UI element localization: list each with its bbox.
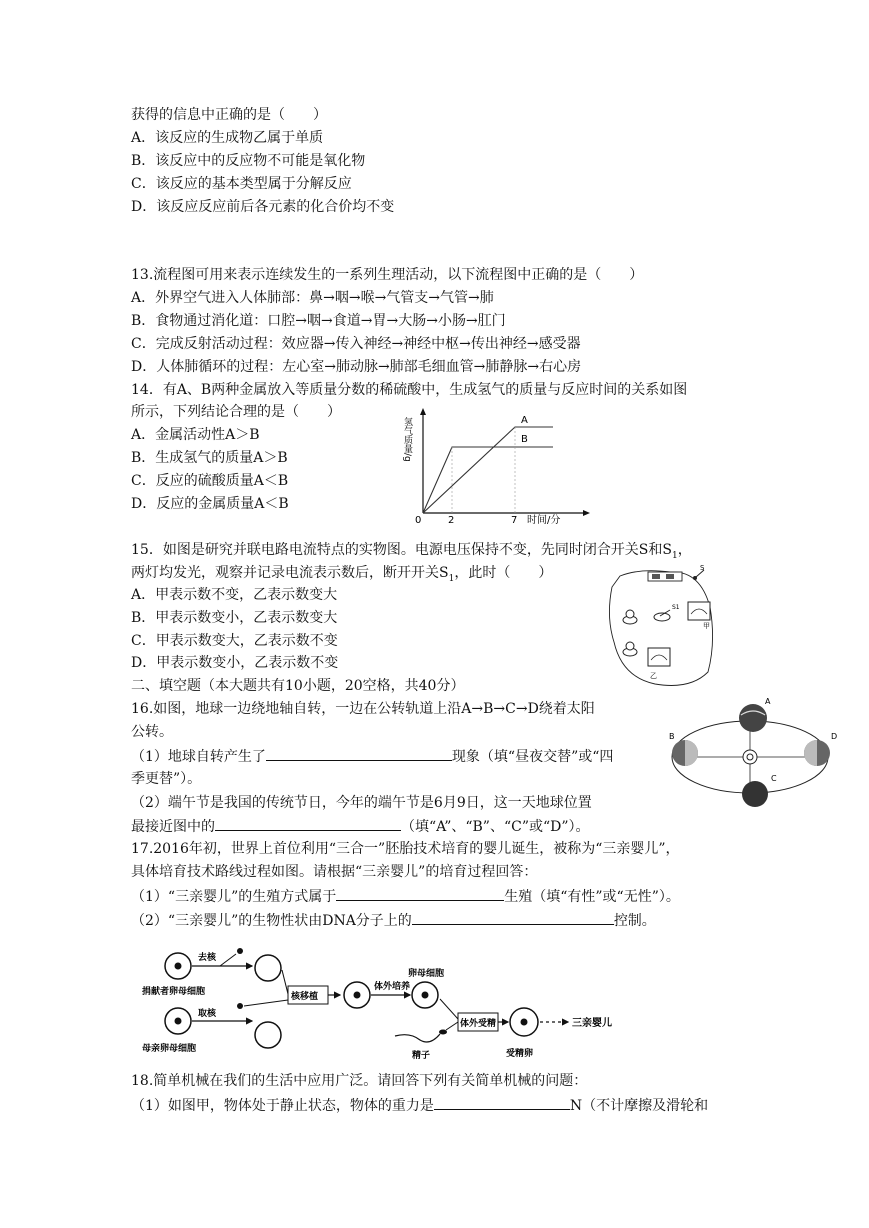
x-tick-7: 7 — [511, 515, 518, 526]
circuit-wire-loop — [609, 571, 712, 686]
ammeter-yi — [648, 648, 670, 666]
q16-answer-blank-1[interactable] — [266, 746, 452, 761]
q15-option-a: A．甲表示数不变，乙表示数变大 — [131, 587, 338, 603]
q18-stem: 18.简单机械在我们的生活中应用广泛。请回答下列有关简单机械的问题： — [131, 1073, 588, 1089]
switch-s-pivot — [693, 576, 697, 580]
merge-line-egg — [440, 999, 458, 1019]
cultured-nucleus — [422, 992, 429, 999]
merge-line-sperm — [446, 1022, 458, 1030]
label-ammeter-yi: 乙 — [650, 672, 657, 680]
label-d: D — [831, 732, 838, 741]
y-axis-arrow — [420, 408, 426, 415]
ammeter-jia — [688, 602, 710, 620]
zygote-nucleus — [521, 1019, 528, 1026]
arrow-nucleus-removed — [220, 954, 236, 966]
label-zygote: 受精卵 — [506, 1049, 534, 1059]
q15-option-b: B．甲表示数变小，乙表示数变大 — [131, 610, 338, 626]
x-tick-2: 2 — [448, 515, 455, 526]
label-mother-egg: 母亲卵母细胞 — [142, 1044, 197, 1054]
q17-part1-post: 生殖（填“有性”或“无性”）。 — [504, 889, 680, 905]
line-series-b — [423, 447, 553, 513]
q13-option-d: D．人体肺循环的过程：左心室→肺动脉→肺部毛细血管→肺静脉→右心房 — [131, 359, 582, 375]
earth-b-day-side — [685, 740, 698, 766]
q16-stem-line1: 16.如图，地球一边绕地轴自转，一边在公转轨道上沿A→B→C→D绕着太阳 — [131, 701, 595, 717]
q16-part1-post: 现象（填“昼夜交替”或“四 — [451, 749, 614, 765]
q12-option-d: D．该反应反应前后各元素的化合价均不变 — [131, 199, 395, 215]
line-series-a — [423, 427, 553, 513]
q18-part1-text: （1）如图甲，物体处于静止状态，物体的重力是 — [131, 1098, 434, 1114]
removed-nucleus — [237, 948, 243, 954]
series-label-b: B — [521, 434, 528, 445]
mother-egg-nucleus — [175, 1018, 182, 1025]
q17-three-parent-baby-diagram — [140, 944, 640, 1064]
q16-answer-blank-2[interactable] — [215, 816, 401, 831]
label-switch-s1: S1 — [672, 604, 680, 611]
q17-part2 — [131, 910, 656, 931]
q18-part1 — [131, 1095, 708, 1116]
q14-option-b: B．生成氢气的质量A＞B — [131, 450, 288, 466]
q13-option-b: B．食物通过消化道：口腔→咽→食道→胃→大肠→小肠→肛门 — [131, 313, 506, 329]
q12-stem-end: 获得的信息中正确的是（ ） — [131, 107, 327, 123]
q14-option-a: A．金属活动性A＞B — [131, 427, 260, 443]
merge-line-nucleus — [244, 1000, 288, 1006]
mother-cytoplasm — [255, 1022, 281, 1048]
lamp-2-bulb — [626, 642, 634, 650]
switch-s1-base — [654, 613, 670, 621]
q12-option-b: B．该反应中的反应物不可能是氧化物 — [131, 153, 366, 169]
enucleated-donor-egg — [255, 955, 281, 981]
q15-stem2-sub: 1 — [448, 573, 455, 584]
sun-core — [747, 754, 753, 760]
q15-stem2-post: ，此时（ ） — [454, 565, 553, 581]
q15-circuit-figure — [600, 562, 718, 690]
q14-hydrogen-graph — [395, 405, 595, 530]
q17-answer-blank-2[interactable] — [412, 910, 614, 925]
q17-part1-text: （1）“三亲婴儿”的生殖方式属于 — [131, 889, 337, 905]
q16-earth-orbit-figure — [655, 695, 845, 813]
q16-stem-line2: 公转。 — [131, 724, 173, 740]
q16-part2-line2 — [131, 816, 590, 837]
q17-stem-line2: 具体培育技术路线过程如图。请根据“三亲婴儿”的培育过程回答： — [131, 864, 538, 880]
label-c: C — [771, 774, 777, 783]
merge-line-top — [282, 970, 288, 994]
series-label-a: A — [521, 415, 528, 426]
q15-stem1-post: ， — [677, 542, 692, 558]
label-sperm: 精子 — [412, 1051, 431, 1061]
q16-part1-cont: 季更替”）。 — [131, 771, 202, 787]
donor-egg-nucleus — [175, 963, 182, 970]
q17-part2-post: 控制。 — [613, 913, 656, 929]
q18-part1-post: N（不计摩擦及滑轮和 — [569, 1098, 709, 1114]
lamp-1-bulb — [626, 610, 634, 618]
q14-option-c: C．反应的硫酸质量A＜B — [131, 473, 289, 489]
q16-part2-post: （填“A”、“B”、“C”或“D”）。 — [401, 819, 590, 835]
q13-option-c: C．完成反射活动过程：效应器→传入神经→神经中枢→传出神经→感受器 — [131, 336, 581, 352]
q16-part1-text: （1）地球自转产生了 — [131, 749, 266, 765]
label-nuclear-transfer: 核移植 — [291, 992, 319, 1002]
q15-option-d: D．甲表示数变小，乙表示数不变 — [131, 655, 339, 671]
q13-option-a: A．外界空气进入人体肺部：鼻→咽→喉→气管支→气管→肺 — [131, 290, 494, 306]
x-axis-arrow — [583, 510, 590, 516]
label-switch-s: S — [700, 564, 705, 572]
battery-cell — [652, 574, 660, 579]
label-remove-nucleus: 去核 — [198, 953, 217, 963]
q17-part1 — [131, 886, 680, 907]
q13-stem: 13.流程图可用来表示连续发生的一系列生理活动，以下流程图中正确的是（ ） — [131, 267, 644, 283]
label-take-nucleus: 取核 — [198, 1009, 217, 1019]
battery-cell — [666, 574, 674, 579]
q12-option-a: A．该反应的生成物乙属于单质 — [131, 130, 324, 146]
q14-stem-line2: 所示，下列结论合理的是（ ） — [131, 404, 341, 420]
q14-option-d: D．反应的金属质量A＜B — [131, 496, 289, 512]
q18-answer-blank-1[interactable] — [434, 1095, 570, 1110]
label-culture: 体外培养 — [374, 982, 411, 992]
label-egg-cell: 卵母细胞 — [408, 969, 445, 979]
q15-stem2-text: 两灯均发光，观察并记录电流表示数后，断开开关S — [131, 565, 449, 581]
label-donor-egg: 捐献者卵母细胞 — [142, 987, 206, 997]
q15-stem1-text: 15．如图是研究并联电路电流特点的实物图。电源电压保持不变，先同时闭合开关S和S — [131, 542, 672, 558]
graph-ylabel: 氢气质量/g — [402, 417, 412, 462]
q15-option-c: C．甲表示数变大，乙表示数不变 — [131, 633, 338, 649]
sperm-tail — [395, 1034, 440, 1042]
q17-part2-text: （2）“三亲婴儿”的生物性状由DNA分子上的 — [131, 913, 412, 929]
section-title-fill-blank: 二、填空题（本大题共有10小题，20空格，共40分） — [131, 678, 465, 694]
label-a: A — [765, 697, 771, 706]
q16-part1 — [131, 746, 613, 767]
q15-stem1-sub: 1 — [672, 550, 678, 561]
earth-d-day-side — [804, 740, 817, 766]
q12-option-c: C．该反应的基本类型属于分解反应 — [131, 176, 352, 192]
label-ammeter-jia: 甲 — [703, 622, 710, 630]
sperm-head — [439, 1030, 447, 1035]
q14-stem-line1: 14．有A、B两种金属放入等质量分数的稀硫酸中，生成氢气的质量与反应时间的关系如图 — [131, 382, 688, 398]
q16-part2-text: 最接近图中的 — [131, 819, 215, 835]
q17-answer-blank-1[interactable] — [336, 886, 504, 901]
earth-a — [739, 704, 767, 732]
graph-xlabel: 时间/分 — [527, 515, 561, 526]
q16-part2-line1: （2）端午节是我国的传统节日，今年的端午节是6月9日，这一天地球位置 — [131, 795, 592, 811]
label-ivf: 体外受精 — [460, 1019, 497, 1029]
label-b: B — [669, 732, 675, 741]
taken-nucleus — [237, 1003, 243, 1009]
graph-origin: 0 — [415, 515, 422, 526]
label-baby: 三亲婴儿 — [572, 1018, 612, 1029]
reconstructed-nucleus — [354, 992, 361, 999]
q17-stem-line1: 17.2016年初，世界上首位利用“三合一”胚胎技术培育的婴儿诞生，被称为“三亲婴儿”， — [131, 841, 680, 857]
earth-c — [742, 781, 768, 807]
